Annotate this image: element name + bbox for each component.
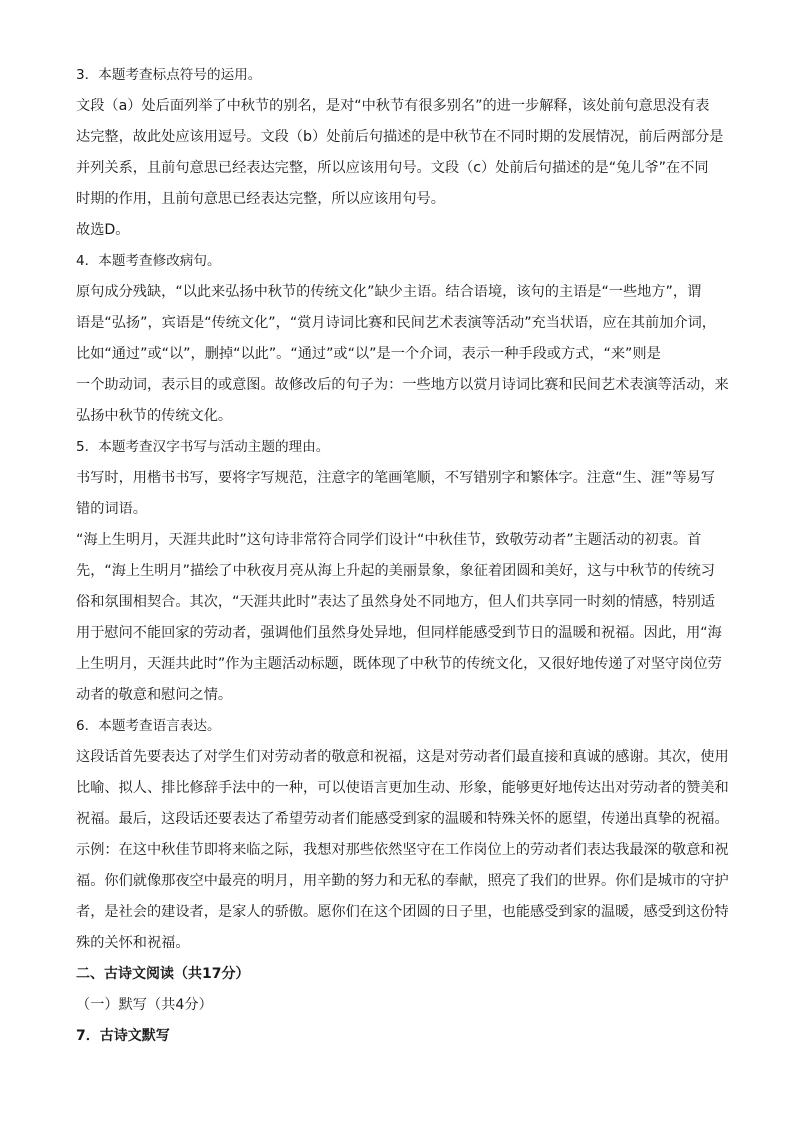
q6-heading: 6．本题考查语言表达。 bbox=[76, 718, 221, 734]
q6-example-line: 福。你们就像那夜空中最亮的明月，用辛勤的努力和无私的奉献，照亮了我们的世界。你们是城市的守护 bbox=[76, 873, 729, 889]
q6-example-line: 示例：在这中秋佳节即将来临之际，我想对那些依然坚守在工作岗位上的劳动者们表达我最深的敬意和祝 bbox=[76, 842, 729, 858]
q5-heading: 5．本题考查汉字书写与活动主题的理由。 bbox=[76, 439, 330, 455]
q4-explanation-line: 语是“弘扬”，宾语是“传统文化”，“赏月诗词比赛和民间艺术表演等活动”充当状语，应在其前加介词， bbox=[76, 315, 716, 331]
q3-heading: 3．本题考查标点符号的运用。 bbox=[76, 67, 262, 83]
q6-explanation-line: 祝福。最后，这段话还要表达了希望劳动者们能感受到家的温暖和特殊关怀的愿望，传递出真挚的祝福。 bbox=[76, 811, 729, 827]
q3-explanation-line: 文段（a）处后面列举了中秋节的别名，是对“中秋节有很多别名”的进一步解释，该处前句意思没有表 bbox=[76, 98, 710, 114]
answer-page bbox=[76, 60, 729, 1052]
subsection-heading: （一）默写（共4分） bbox=[76, 997, 213, 1013]
q4-heading: 4．本题考查修改病句。 bbox=[76, 253, 221, 269]
q3-explanation-line: 时期的作用，且前句意思已经表达完整，所以应该用句号。 bbox=[76, 191, 445, 207]
q6-example-line: 者，是社会的建设者，是家人的骄傲。愿你们在这个团圆的日子里，也能感受到家的温暖，感受到这份特 bbox=[76, 904, 729, 920]
q5-explanation-line: 动者的敬意和慰问之情。 bbox=[76, 687, 233, 703]
q3-answer: 故选D。 bbox=[76, 222, 130, 238]
q6-explanation-line: 比喻、拟人、排比修辞手法中的一种，可以使语言更加生动、形象，能够更好地传达出对劳动者的赞美和 bbox=[76, 780, 729, 796]
q5-explanation-line: 上生明月，天涯共此时”作为主题活动标题，既体现了中秋节的传统文化，又很好地传递了对坚守岗位劳 bbox=[76, 656, 722, 672]
q7-heading: 7．古诗文默写 bbox=[76, 1028, 170, 1044]
q5-explanation-line: 先，“海上生明月”描绘了中秋夜月亮从海上升起的美丽景象，象征着团圆和美好，这与中秋节的传统习 bbox=[76, 563, 715, 579]
q5-explanation-line: 错的词语。 bbox=[76, 501, 147, 517]
section-heading: 二、古诗文阅读（共17分） bbox=[76, 966, 250, 982]
q5-explanation-line: “海上生明月，天涯共此时”这句诗非常符合同学们设计“中秋佳节，致敬劳动者”主题活动的初衷。首 bbox=[76, 532, 702, 548]
q4-explanation-line: 原句成分残缺，“以此来弘扬中秋节的传统文化”缺少主语。结合语境，该句的主语是“一些地方”，谓 bbox=[76, 284, 702, 300]
q4-explanation-line: 一个助动词，表示目的或意图。故修改后的句子为：一些地方以赏月诗词比赛和民间艺术表演等活动，来 bbox=[76, 377, 729, 393]
q4-explanation-line: 比如“通过”或“以”，删掉“以此”。“通过”或“以”是一个介词，表示一种手段或方式，“来”则是 bbox=[76, 346, 661, 362]
q5-explanation-line: 俗和氛围相契合。其次，“天涯共此时”表达了虽然身处不同地方，但人们共享同一时刻的情感，特别适 bbox=[76, 594, 715, 610]
q3-explanation-line: 达完整，故此处应该用逗号。文段（b）处前后句描述的是中秋节在不同时期的发展情况，前后两部分是 bbox=[76, 129, 724, 145]
q5-explanation-line: 用于慰问不能回家的劳动者，强调他们虽然身处异地，但同样能感受到节日的温暖和祝福。因此，用“海 bbox=[76, 625, 722, 641]
q5-explanation-line: 书写时，用楷书书写，要将字写规范，注意字的笔画笔顺，不写错别字和繁体字。注意“生、涯”等易写 bbox=[76, 470, 715, 486]
q6-example-line: 殊的关怀和祝福。 bbox=[76, 935, 190, 951]
q3-explanation-line: 并列关系，且前句意思已经表达完整，所以应该用句号。文段（c）处前后句描述的是“兔儿爷”在不同 bbox=[76, 160, 709, 176]
q6-explanation-line: 这段话首先要表达了对学生们对劳动者的敬意和祝福，这是对劳动者们最直接和真诚的感谢。其次，使用 bbox=[76, 749, 729, 765]
q4-explanation-line: 弘扬中秋节的传统文化。 bbox=[76, 408, 233, 424]
